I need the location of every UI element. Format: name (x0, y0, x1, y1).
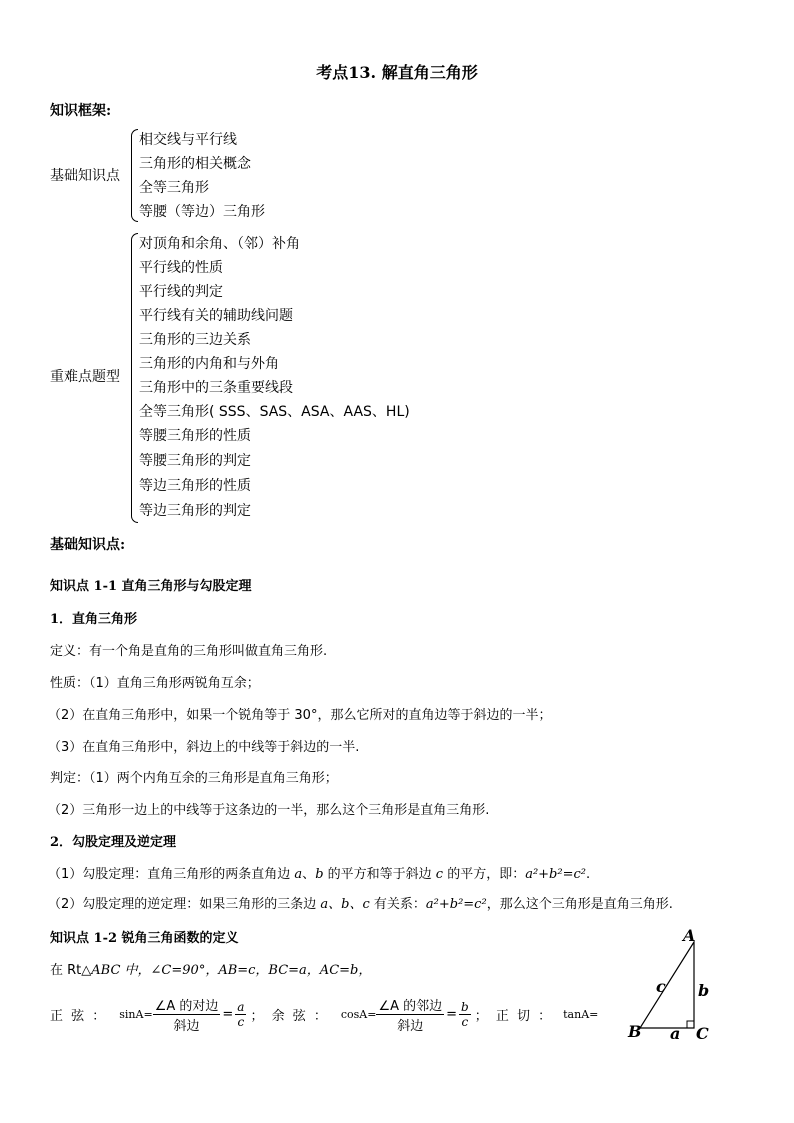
var-c: c (435, 867, 444, 882)
pyth1-end: . (585, 867, 591, 882)
property-1: 性质：（1）直角三角形两锐角互余； (50, 676, 260, 691)
definition-text: 定义：有一个角是直角的三角形叫做直角三角形. (50, 644, 328, 659)
right-triangle-diagram (620, 922, 720, 1044)
kp2-heading: 知识点 1-2 锐角三角函数的定义 (50, 931, 239, 946)
pyth1-mid3: 的平方，即： (443, 867, 526, 882)
property-2: （2）在直角三角形中，如果一个锐角等于 30°，那么它所对的直角边等于斜边的一半； (48, 708, 552, 723)
side-b: b (698, 981, 710, 1000)
key-group-brace (131, 233, 138, 523)
kp2-setup (50, 959, 371, 978)
basic-item: 等腰（等边）三角形 (139, 204, 265, 220)
tan-lhs: tanA= (563, 1008, 599, 1021)
basic-group-brace (131, 129, 138, 222)
sine-denominator: 斜边 (173, 1019, 200, 1034)
pyth2-pre: （2）勾股定理的逆定理：如果三角形的三条边 (48, 897, 321, 912)
sine-word-fraction (153, 995, 221, 1034)
judge-1: 判定：（1）两个内角互余的三角形是直角三角形； (50, 771, 338, 786)
framework-heading: 知识框架: (50, 103, 112, 119)
key-item: 平行线的判定 (139, 284, 223, 300)
setup-rest: 中，∠C=90°，AB=c，BC=a，AC=b， (120, 963, 372, 978)
trig-definitions: 正 弦 ： sinA= $\frac{\text{∠A 的对边}}{\text{斜边}}$ = $\frac{a}{c}$ ； 余 弦 ： cosA= $\frac{\text{∠A 的邻边}}{\text{斜边}}$ = $\frac{b}{c}$ ； 正 切 ： tanA= (50, 995, 598, 1034)
cos-lhs: cosA= (340, 1008, 377, 1021)
pyth1-sep: 、 (302, 867, 316, 882)
key-item: 等边三角形的性质 (139, 478, 251, 494)
var-a: a (294, 867, 303, 882)
sine-lhs: sinA= (119, 1008, 153, 1021)
key-group-label: 重难点题型 (50, 369, 120, 385)
cos-frac-den: c (461, 1015, 469, 1029)
kp1-sub1: 1．直角三角形 (50, 612, 138, 627)
key-item: 平行线的性质 (139, 260, 223, 276)
pythagoras-converse (48, 893, 673, 912)
key-item: 三角形的三边关系 (139, 332, 251, 348)
vertex-C: C (696, 1024, 709, 1043)
pyth1-mid: 的平方和等于斜边 (323, 867, 436, 882)
side-c: c (656, 977, 666, 996)
key-item: 等腰三角形的性质 (139, 428, 251, 444)
pyth1-equation: a²+b²=c² (525, 867, 586, 882)
sine-numerator: ∠A 的对边 (153, 995, 221, 1015)
key-item: 三角形中的三条重要线段 (139, 380, 293, 396)
cos-numerator: ∠A 的邻边 (376, 995, 444, 1015)
sine-frac-num: a (237, 1000, 245, 1014)
kp1-sub2: 2．勾股定理及逆定理 (50, 835, 177, 850)
setup-abc: ABC (91, 963, 121, 978)
vertex-B: B (628, 1022, 642, 1041)
key-item: 全等三角形( SSS、SAS、ASA、AAS、HL) (139, 404, 410, 420)
key-item: 等边三角形的判定 (139, 503, 251, 519)
basic-item: 相交线与平行线 (139, 132, 237, 148)
tan-label: ； 正 切 ： (474, 1009, 554, 1024)
cos-denominator: 斜边 (397, 1019, 424, 1034)
vertex-A: A (683, 926, 696, 945)
side-a: a (670, 1024, 681, 1043)
pyth2-equation: a²+b²=c² (425, 897, 487, 912)
pyth1-pre: （1）勾股定理：直角三角形的两条直角边 (48, 867, 295, 882)
pyth2-end: ，那么这个三角形是直角三角形. (486, 897, 673, 912)
cos-frac-num: b (461, 1000, 469, 1014)
triangle-shape (640, 942, 694, 1028)
sine-label: 正 弦 ： (50, 1009, 108, 1024)
basic-group-label: 基础知识点 (50, 168, 120, 184)
basic-item: 三角形的相关概念 (139, 156, 251, 172)
kp1-heading: 知识点 1-1 直角三角形与勾股定理 (50, 579, 252, 594)
basic-item: 全等三角形 (139, 180, 209, 196)
var-b: b (315, 867, 324, 882)
key-item: 对顶角和余角、（邻）补角 (139, 236, 300, 252)
pyth2-mid: 有关系： (369, 897, 426, 912)
property-3: （3）在直角三角形中，斜边上的中线等于斜边的一半. (48, 740, 360, 755)
judge-2: （2）三角形一边上的中线等于这条边的一半，那么这个三角形是直角三角形. (48, 803, 490, 818)
key-item: 等腰三角形的判定 (139, 453, 251, 469)
setup-pre: 在 Rt△ (50, 963, 92, 978)
sine-frac-den: c (237, 1015, 245, 1029)
pyth2-vars: a、b、c (320, 897, 370, 912)
sine-letter-fraction (235, 1000, 246, 1029)
basic-knowledge-heading: 基础知识点: (50, 537, 126, 553)
cos-letter-fraction (459, 1000, 471, 1029)
key-item: 平行线有关的辅助线问题 (139, 308, 293, 324)
pythagoras-theorem (48, 863, 590, 882)
cos-label: ； 余 弦 ： (250, 1009, 329, 1024)
right-angle-mark (687, 1021, 694, 1028)
page-title: 考点13. 解直角三角形 (316, 63, 478, 82)
key-item: 三角形的内角和与外角 (139, 356, 279, 372)
cos-word-fraction (376, 995, 444, 1034)
